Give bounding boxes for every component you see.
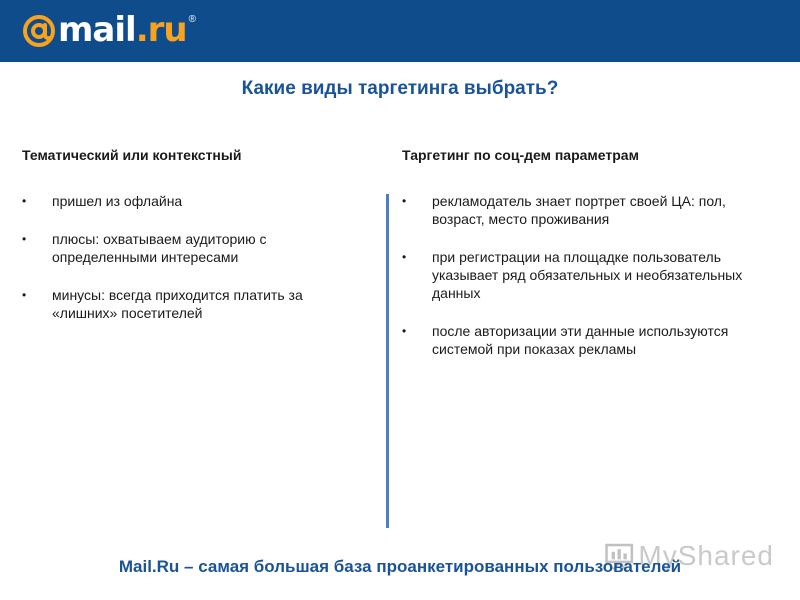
registered-mark: ® — [188, 14, 196, 25]
footer-tagline: Mail.Ru – самая большая база проанкетированных пользователей — [118, 557, 682, 576]
right-column-heading: Таргетинг по соц-дем параметрам — [402, 147, 639, 163]
list-item — [402, 248, 772, 302]
list-item-text: при регистрации на площадке пользователь указывает ряд обязательных и необязательных данных — [432, 249, 743, 301]
bullet-icon: • — [22, 232, 27, 246]
bullet-icon: • — [22, 194, 27, 208]
left-column-heading: Тематический или контекстный — [22, 147, 242, 163]
list-item-text: минусы: всегда приходится платить за «лишних» посетителей — [52, 287, 303, 321]
list-item-text: после авторизации эти данные используются системой при показах рекламы — [432, 323, 729, 357]
left-column — [22, 146, 362, 342]
list-item-text: плюсы: охватываем аудиторию с определенными интересами — [52, 231, 267, 265]
left-bullet-list — [22, 192, 362, 322]
bullet-icon: • — [402, 194, 407, 208]
watermark-text: MyShared — [638, 540, 774, 571]
list-item — [402, 192, 772, 228]
logo-main-text: mail — [58, 10, 136, 50]
list-item-text: рекламодатель знает портрет своей ЦА: пол, возраст, место проживания — [432, 193, 726, 227]
list-item — [22, 286, 362, 322]
right-bullet-list — [402, 192, 772, 358]
bullet-icon: • — [402, 324, 407, 338]
slide-title: Какие виды таргетинга выбрать? — [241, 78, 559, 99]
right-column — [402, 146, 772, 378]
bullet-icon: • — [402, 250, 407, 264]
list-item — [22, 192, 362, 210]
bullet-icon: • — [22, 288, 27, 302]
column-divider — [386, 194, 389, 528]
list-item-text: пришел из офлайна — [52, 193, 183, 209]
logo-wordmark — [58, 10, 187, 50]
mailru-logo[interactable] — [22, 6, 196, 50]
list-item — [22, 230, 362, 266]
at-sign-icon — [22, 14, 56, 48]
list-item — [402, 322, 772, 358]
header-bar — [0, 0, 800, 62]
logo-suffix-text: .ru — [135, 10, 187, 50]
